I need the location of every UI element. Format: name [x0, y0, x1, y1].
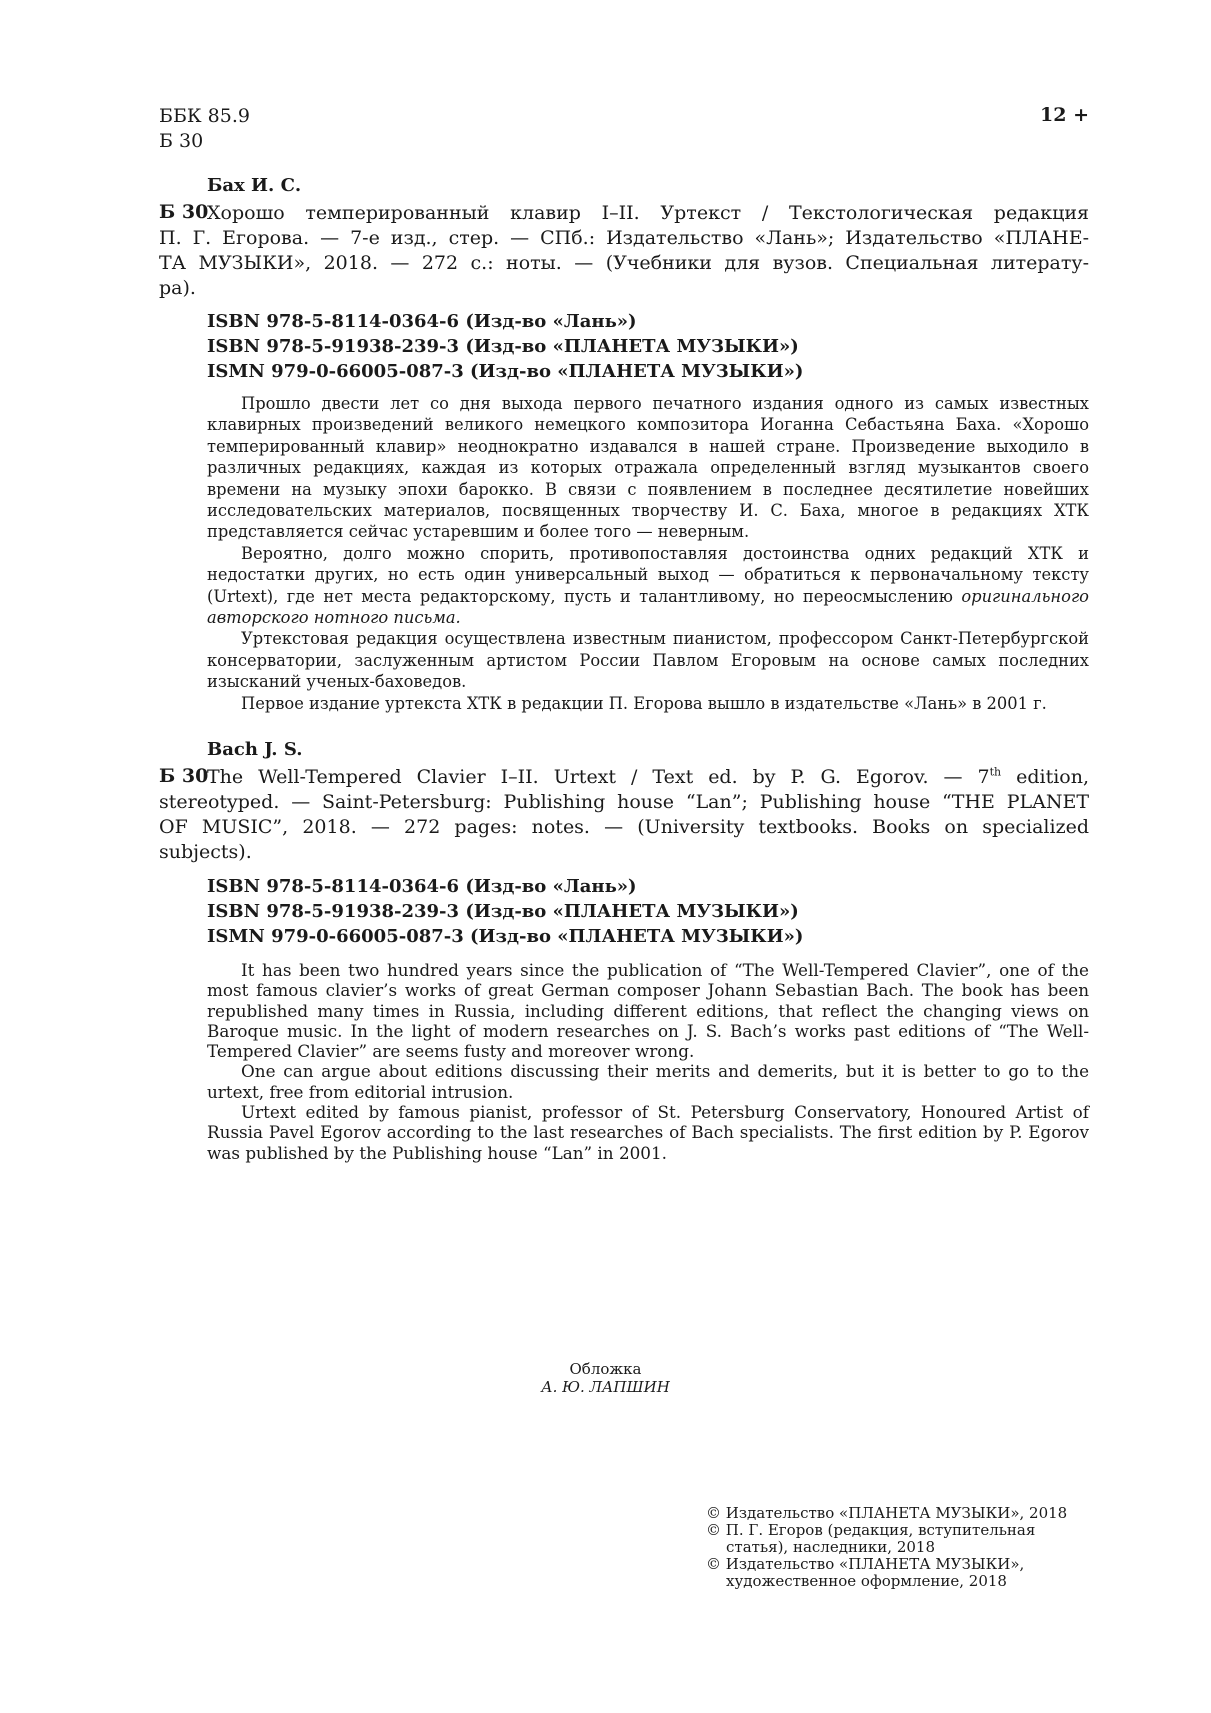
en-desc-line: OF MUSIC”, 2018. — 272 pages: notes. — (University textbooks. Books on specialized	[159, 816, 1089, 838]
age-rating: 12 +	[1040, 104, 1089, 126]
ru-isbn-block	[207, 309, 803, 384]
copyright-line: © Издательство «ПЛАНЕТА МУЗЫКИ»,	[706, 1555, 1025, 1573]
ru-abstract-text: Вероятно, долго можно спорить, противопоставляя достоинства одних редакций ХТК и недостатки других, но есть один универсальный выход — обратиться к первоначальному тексту (Urtext), где нет места редакторскому, пусть и талантливому, но переосмыслению	[207, 543, 1089, 606]
en-abstract-paragraph: Urtext edited by famous pianist, professor of St. Petersburg Conservatory, Honoured Artist of Russia Pavel Egorov according to the last researches of Bach specialists. The first edition by P. Egorov was published by the Publishing house “Lan” in 2001.	[207, 1102, 1089, 1163]
ru-abstract-paragraph: Уртекстовая редакция осуществлена известным пианистом, профессором Санкт-Петербургской консерватории, заслуженным артистом России Павлом Егоровым на основе самых последних изысканий ученых-баховедов.	[207, 629, 1089, 692]
copyright-line: статья), наследники, 2018	[726, 1538, 936, 1556]
copyright-line: © Издательство «ПЛАНЕТА МУЗЫКИ», 2018	[706, 1504, 1068, 1522]
en-abstract	[207, 960, 1089, 1163]
ru-desc-line: Хорошо темперированный клавир I–II. Уртекст / Текстологическая редакция	[207, 202, 1089, 224]
ru-description-cont	[159, 226, 1089, 301]
ru-desc-line: ТА МУЗЫКИ», 2018. — 272 с.: ноты. — (Учебники для вузов. Специальная литерату-	[159, 252, 1089, 274]
en-isbn-block	[207, 874, 803, 949]
ru-desc-line: П. Г. Егорова. — 7-е изд., стер. — СПб.: Издательство «Лань»; Издательство «ПЛАНЕ-	[159, 227, 1089, 249]
en-abstract-paragraph: It has been two hundred years since the publication of “The Well-Tempered Clavier”, one of the most famous clavier’s works of great German composer Johann Sebastian Bach. The book has been republished many times in Russia, including different editions, that reflect the changing views on Baroque music. In the light of modern researches on J. S. Bach’s works past editions of “The Well-Tempered Clavier” are seems fusty and moreover wrong.	[207, 960, 1089, 1062]
copyright-line: художественное оформление, 2018	[726, 1572, 1007, 1590]
en-desc-line: subjects).	[159, 841, 252, 863]
copyright-block	[706, 1505, 1106, 1590]
ru-abstract-italic: оригинального авторского нотного письма.	[207, 586, 1089, 628]
en-abstract-paragraph: One can argue about editions discussing their merits and demerits, but it is better to go to the urtext, free from editorial intrusion.	[207, 1061, 1089, 1102]
en-desc-text: The Well-Tempered Clavier I–II. Urtext / Text ed. by P. G. Egorov. — 7	[207, 766, 990, 788]
copyright-line: © П. Г. Егоров (редакция, вступительная	[706, 1521, 1036, 1539]
isbn-line: ISBN 978-5-8114-0364-6 (Изд-во «Лань»)	[207, 876, 637, 897]
en-code: Б 30	[159, 765, 209, 787]
ru-author: Бах И. С.	[207, 175, 302, 196]
ismn-line: ISMN 979-0-66005-087-3 (Изд-во «ПЛАНЕТА МУЗЫКИ»)	[207, 926, 804, 947]
en-desc-superscript: th	[989, 765, 1002, 779]
ismn-line: ISMN 979-0-66005-087-3 (Изд-во «ПЛАНЕТА МУЗЫКИ»)	[207, 361, 804, 382]
en-desc-line: stereotyped. — Saint-Petersburg: Publishing house “Lan”; Publishing house “THE PLANET	[159, 791, 1089, 813]
en-desc-line	[207, 765, 1089, 790]
author-mark: Б 30	[159, 130, 204, 152]
cover-credit	[0, 1360, 1211, 1396]
ru-abstract-paragraph	[207, 543, 1089, 629]
isbn-line: ISBN 978-5-91938-239-3 (Изд-во «ПЛАНЕТА МУЗЫКИ»)	[207, 336, 799, 357]
bbk-block	[159, 104, 250, 154]
cover-artist: А. Ю. ЛАПШИН	[541, 1378, 670, 1396]
en-author: Bach J. S.	[207, 739, 303, 760]
ru-description	[207, 201, 1089, 226]
ru-code: Б 30	[159, 201, 209, 223]
bbk-classification: ББК 85.9	[159, 105, 250, 127]
isbn-line: ISBN 978-5-91938-239-3 (Изд-во «ПЛАНЕТА МУЗЫКИ»)	[207, 901, 799, 922]
ru-desc-line: ра).	[159, 277, 196, 299]
ru-abstract-paragraph: Прошло двести лет со дня выхода первого печатного издания одного из самых известных клавирных произведений великого немецкого композитора Иоганна Себастьяна Баха. «Хорошо темперированный клавир» неоднократно издавался в нашей стране. Произведение выходило в различных редакциях, каждая из которых отражала определенный взгляд музыкантов своего времени на музыку эпохи барокко. В связи с появлением в последнее десятилетие новейших исследовательских материалов, посвященных творчеству И. С. Баха, многое в редакциях ХТК представляется сейчас устаревшим и более того — неверным.	[207, 394, 1089, 542]
en-description	[207, 765, 1089, 790]
isbn-line: ISBN 978-5-8114-0364-6 (Изд-во «Лань»)	[207, 311, 637, 332]
ru-abstract	[207, 393, 1089, 714]
ru-abstract-paragraph: Первое издание уртекста ХТК в редакции П. Егорова вышло в издательстве «Лань» в 2001 г.	[241, 693, 1047, 713]
en-description-cont	[159, 790, 1089, 865]
en-desc-text: edition,	[1001, 766, 1089, 788]
cover-label: Обложка	[569, 1360, 642, 1378]
